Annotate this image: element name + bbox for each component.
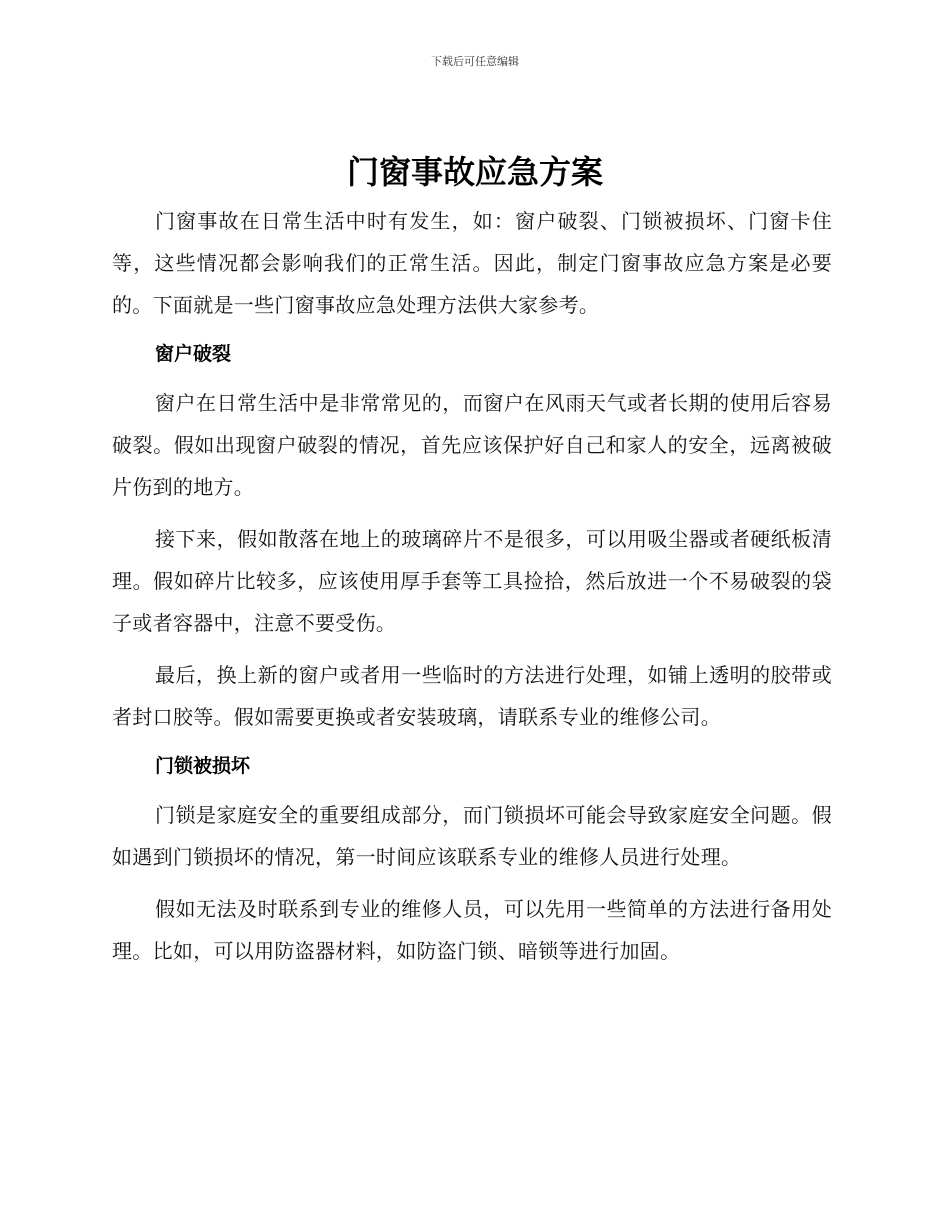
- paragraph: 门锁是家庭安全的重要组成部分，而门锁损坏可能会导致家庭安全问题。假如遇到门锁损坏的情况，第一时间应该联系专业的维修人员进行处理。: [112, 803, 832, 869]
- paragraph: 接下来，假如散落在地上的玻璃碎片不是很多，可以用吸尘器或者硬纸板清理。假如碎片比较多，应该使用厚手套等工具捡拾，然后放进一个不易破裂的袋子或者容器中，注意不要受伤。: [112, 527, 832, 635]
- document-body: [112, 200, 832, 982]
- paragraph: 最后，换上新的窗户或者用一些临时的方法进行处理，如铺上透明的胶带或者封口胶等。假如需要更换或者安装玻璃，请联系专业的维修公司。: [112, 663, 832, 729]
- section-heading-door-lock: 门锁被损坏: [155, 755, 251, 777]
- paragraph: 假如无法及时联系到专业的维修人员，可以先用一些简单的方法进行备用处理。比如，可以用防盗器材料，如防盗门锁、暗锁等进行加固。: [112, 897, 832, 963]
- paragraph: 窗户在日常生活中是非常常见的，而窗户在风雨天气或者长期的使用后容易破裂。假如出现窗户破裂的情况，首先应该保护好自己和家人的安全，远离被破片伤到的地方。: [112, 391, 832, 499]
- page-header: 下载后可任意编辑: [431, 55, 519, 68]
- intro-paragraph: 门窗事故在日常生活中时有发生，如：窗户破裂、门锁被损坏、门窗卡住等，这些情况都会影响我们的正常生活。因此，制定门窗事故应急方案是必要的。下面就是一些门窗事故应急处理方法供大家参考。: [112, 209, 832, 317]
- section-heading-window-break: 窗户破裂: [155, 343, 232, 365]
- document-title: 门窗事故应急方案: [346, 153, 603, 191]
